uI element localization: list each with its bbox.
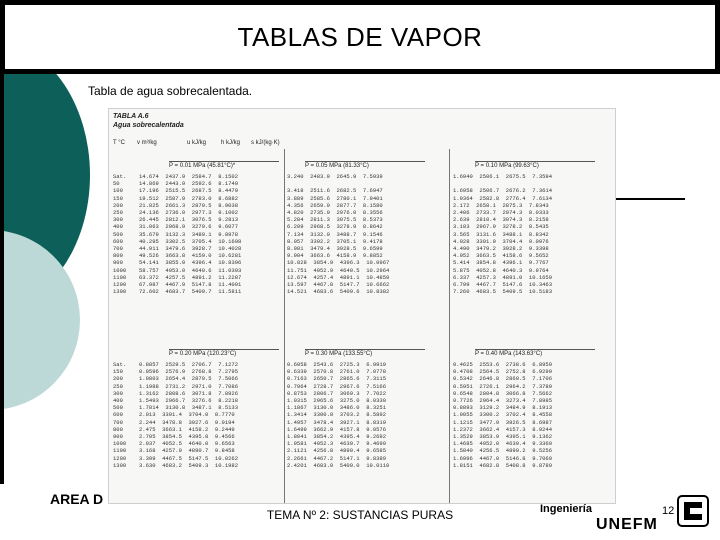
pressure-header-6: P = 0.40 MPa (143.63°C) [475, 349, 595, 357]
footer-area-label: AREA D [50, 491, 104, 507]
table-block-2-p2: 0.6058 2543.6 2725.3 6.9919 0.6339 2570.8 2761.0 7.0778 0.7163 2650.7 2865.6 7.3115 0.7964 2728.7 2967.6 7.5166 0.8753 2806.7 3069.3 7.7022 1.0315 2965.6 3275.0 8.0330 1.1867 3130.0 3486.0 8.3251 1.3414 3300.8 3703.2 8.5892 1.4957 3478.4 3927.1 8.8319 1.6499 3662.9 4157.8 9.0576 1.8041 3854.2 4395.4 9.2692 1.9581 4052.3 4639.7 9.4690 2.1121 4256.8 4890.4 9.6585 2.2661 4467.2 5147.1 9.8389 2.4201 4683.0 5409.0 10.0110 [287, 361, 390, 469]
footer-ingenieria: Ingeniería [540, 503, 592, 515]
col-header-s: s kJ/(kg·K) [251, 140, 280, 146]
table-block-2-p1: 0.8857 2529.5 2706.7 7.1272 0.9596 2576.9 2768.8 7.2795 1.0803 2654.4 2870.5 7.5066 1.1988 2731.2 2971.0 7.7086 1.3162 2808.6 3071.8 7.8926 1.5493 2966.7 3276.6 8.2218 1.7814 3130.8 3487.1 8.5133 2.013 3301.4 3704.0 8.7770 2.244 3478.8 3927.6 9.0194 2.475 3663.1 4158.2 9.2449 2.705 3854.5 4395.8 9.4566 2.937 4052.5 4640.0 9.6563 3.168 4257.0 4890.7 9.8458 3.399 4467.5 5147.5 10.0262 3.630 4683.2 5409.3 10.1982 [139, 361, 239, 469]
university-logo-icon [676, 494, 710, 528]
table-block-1-p3: 1.6940 2506.1 2675.5 7.3594 1.6958 2506.7 2676.2 7.3614 1.9364 2582.8 2776.4 7.6134 2.172 2658.1 2875.3 7.8343 2.406 2733.7 2974.3 8.0333 2.639 2810.4 3074.3 8.2158 3.103 2967.9 3278.2 8.5435 3.565 3131.6 3488.1 8.8342 4.028 3301.9 3704.4 9.0976 4.490 3479.2 3928.2 9.3398 4.952 3663.5 4158.6 9.5652 5.414 3854.8 4396.1 9.7767 5.875 4052.8 4640.3 9.9764 6.337 4257.3 4891.0 10.1659 6.799 4467.7 5147.6 10.3463 7.260 4683.5 5409.5 10.5183 [453, 173, 553, 296]
table-label: TABLA A.6 [113, 113, 149, 120]
col-header-v: v m³/kg [137, 140, 157, 146]
slide-subtitle: Tabla de agua sobrecalentada. [88, 84, 253, 98]
column-divider [449, 345, 450, 504]
left-edge-bar [0, 74, 4, 484]
pressure-header-1: P = 0.01 MPa (45.81°C)* [169, 161, 279, 169]
col-header-temp: T °C [113, 140, 125, 146]
temperature-column-1: Sat. 50 100 150 200 250 300 400 500 600 700 800 900 1000 1100 1200 1300 [113, 173, 127, 296]
column-divider [284, 149, 285, 349]
column-divider [449, 149, 450, 349]
footer-org-name: UNEFM [596, 516, 658, 533]
page-number: 12 [662, 505, 675, 517]
steam-table-image [108, 108, 616, 504]
pressure-header-3: P = 0.10 MPa (99.63°C) [475, 161, 595, 169]
pressure-header-2: P = 0.05 MPa (81.33°C) [305, 161, 425, 169]
col-header-h: h kJ/kg [221, 140, 241, 146]
temperature-column-2: Sat. 150 200 250 300 400 500 600 700 800 900 1000 1100 1200 1300 [113, 361, 127, 469]
column-divider [284, 345, 285, 504]
table-block-1-p1: 14.674 2437.9 2584.7 8.1502 14.869 2443.9 2592.6 8.1749 17.196 2515.5 2687.5 8.4479 19.512 2587.9 2783.0 8.6882 21.825 2661.3 2879.5 8.9038 24.136 2736.0 2977.3 9.1002 26.445 2812.1 3076.5 9.2813 31.063 2968.9 3279.6 9.6077 35.679 3132.3 3489.1 9.8978 40.295 3302.5 3705.4 10.1608 44.911 3479.6 3928.7 10.4028 49.526 3663.8 4159.0 10.6281 54.141 3855.0 4396.4 10.8396 58.757 4053.0 4640.6 11.0393 63.372 4257.5 4891.2 11.2287 67.987 4467.9 5147.8 11.4091 72.602 4683.7 5409.7 11.5811 [139, 173, 242, 296]
table-block-2-p3: 0.4625 2553.6 2738.6 6.8959 0.4708 2564.5 2752.8 6.9299 0.5342 2646.8 2860.5 7.1706 0.5951 2726.1 2964.2 7.3789 0.6548 2804.8 3066.8 7.5662 0.7726 2964.4 3273.4 7.8985 0.8893 3129.2 3484.9 8.1913 1.0055 3300.2 3702.4 8.4558 1.1215 3477.9 3926.5 8.6987 1.2372 3662.4 4157.3 8.9244 1.3529 3853.9 4395.1 9.1362 1.4685 4052.0 4639.4 9.3360 1.5840 4256.5 4890.2 9.5256 1.6996 4467.0 5146.8 9.7060 1.8151 4682.8 5408.8 9.8780 [453, 361, 553, 469]
slide-title: TABLAS DE VAPOR [237, 22, 483, 52]
pressure-header-5: P = 0.30 MPa (133.55°C) [305, 349, 425, 357]
pressure-header-4: P = 0.20 MPa (120.23°C) [169, 349, 279, 357]
decorative-rule [615, 198, 685, 200]
col-header-u: u kJ/kg [187, 140, 207, 146]
footer-topic: TEMA Nº 2: SUSTANCIAS PURAS [266, 508, 454, 522]
table-block-1-p2: 3.240 2483.9 2645.9 7.5939 3.418 2511.6 2682.5 7.6947 3.889 2585.6 2780.1 7.9401 4.356 2659.9 2877.7 8.1580 4.820 2735.0 2976.0 8.3556 5.284 2811.3 3075.5 8.5373 6.209 2968.5 3278.9 8.8642 7.134 3132.0 3488.7 9.1546 8.057 3302.2 3705.1 9.4178 8.981 3479.4 3928.5 9.6599 9.904 3663.6 4158.9 9.8852 10.828 3854.9 4396.3 10.0967 11.751 4052.9 4640.5 10.2964 12.674 4257.4 4891.1 10.4859 13.597 4467.8 5147.7 10.6662 14.521 4683.6 5409.6 10.8382 [287, 173, 390, 296]
table-caption: Agua sobrecalentada [113, 122, 184, 129]
